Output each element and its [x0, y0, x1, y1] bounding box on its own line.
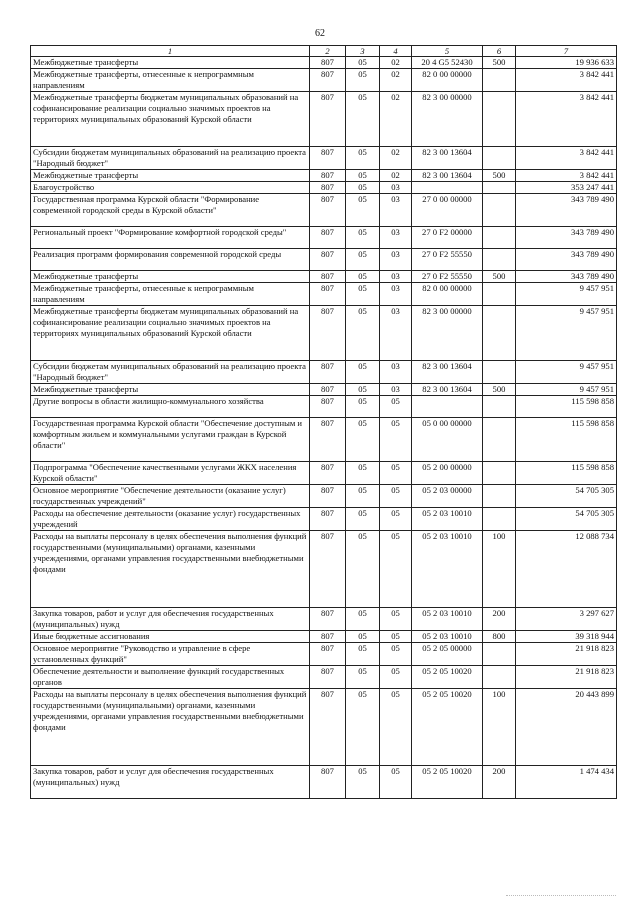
cell-expense [483, 666, 516, 689]
cell-name: Основное мероприятие "Руководство и управление в сфере установленных функций" [31, 643, 310, 666]
cell-subsection: 05 [380, 666, 412, 689]
cell-amount: 343 789 490 [516, 271, 617, 283]
cell-target [412, 396, 483, 418]
cell-amount: 353 247 441 [516, 182, 617, 194]
cell-section: 05 [346, 666, 380, 689]
cell-expense [483, 249, 516, 271]
cell-target: 05 2 03 10010 [412, 608, 483, 631]
cell-target: 27 0 F2 55550 [412, 271, 483, 283]
cell-ministry: 807 [310, 283, 346, 306]
cell-amount: 21 918 823 [516, 643, 617, 666]
cell-expense: 500 [483, 271, 516, 283]
cell-ministry: 807 [310, 227, 346, 249]
cell-section: 05 [346, 182, 380, 194]
cell-amount: 343 789 490 [516, 194, 617, 227]
cell-section: 05 [346, 57, 380, 69]
cell-name: Закупка товаров, работ и услуг для обеспечения государственных (муниципальных) нужд [31, 608, 310, 631]
cell-expense [483, 508, 516, 531]
cell-name: Другие вопросы в области жилищно-коммунального хозяйства [31, 396, 310, 418]
cell-section: 05 [346, 689, 380, 766]
page-footer-line [506, 895, 616, 897]
cell-expense [483, 194, 516, 227]
header-cell: 4 [380, 46, 412, 57]
cell-expense [483, 396, 516, 418]
cell-target: 82 3 00 13604 [412, 170, 483, 182]
cell-ministry: 807 [310, 643, 346, 666]
cell-target: 82 3 00 13604 [412, 147, 483, 170]
table-row [31, 643, 617, 666]
cell-subsection: 05 [380, 689, 412, 766]
table-row [31, 92, 617, 147]
cell-expense: 800 [483, 631, 516, 643]
page-number: 62 [315, 28, 325, 39]
cell-ministry: 807 [310, 249, 346, 271]
cell-subsection: 05 [380, 643, 412, 666]
cell-target [412, 182, 483, 194]
cell-ministry: 807 [310, 631, 346, 643]
cell-amount: 20 443 899 [516, 689, 617, 766]
cell-expense [483, 306, 516, 361]
cell-ministry: 807 [310, 766, 346, 799]
table-row [31, 306, 617, 361]
cell-target: 82 0 00 00000 [412, 69, 483, 92]
cell-ministry: 807 [310, 396, 346, 418]
cell-name: Межбюджетные трансферты [31, 170, 310, 182]
cell-amount: 39 318 944 [516, 631, 617, 643]
header-cell: 3 [346, 46, 380, 57]
cell-section: 05 [346, 643, 380, 666]
cell-amount: 19 936 633 [516, 57, 617, 69]
cell-expense [483, 147, 516, 170]
cell-amount: 9 457 951 [516, 384, 617, 396]
cell-expense [483, 418, 516, 462]
cell-ministry: 807 [310, 608, 346, 631]
cell-section: 05 [346, 418, 380, 462]
cell-section: 05 [346, 361, 380, 384]
cell-subsection: 02 [380, 92, 412, 147]
table-row [31, 508, 617, 531]
cell-amount: 3 842 441 [516, 69, 617, 92]
cell-target: 82 0 00 00000 [412, 283, 483, 306]
cell-ministry: 807 [310, 271, 346, 283]
cell-subsection: 03 [380, 283, 412, 306]
table-row [31, 485, 617, 508]
header-cell: 5 [412, 46, 483, 57]
cell-subsection: 05 [380, 608, 412, 631]
cell-subsection: 03 [380, 182, 412, 194]
cell-target: 82 3 00 13604 [412, 384, 483, 396]
table-row [31, 147, 617, 170]
cell-ministry: 807 [310, 170, 346, 182]
cell-ministry: 807 [310, 92, 346, 147]
cell-amount: 54 705 305 [516, 485, 617, 508]
cell-subsection: 05 [380, 396, 412, 418]
cell-target: 05 2 05 10020 [412, 689, 483, 766]
cell-section: 05 [346, 631, 380, 643]
cell-name: Обеспечение деятельности и выполнение функций государственных органов [31, 666, 310, 689]
header-cell: 2 [310, 46, 346, 57]
cell-subsection: 03 [380, 249, 412, 271]
cell-expense [483, 69, 516, 92]
cell-target: 05 2 03 10010 [412, 631, 483, 643]
cell-section: 05 [346, 766, 380, 799]
table-row [31, 418, 617, 462]
cell-subsection: 03 [380, 306, 412, 361]
cell-expense: 100 [483, 689, 516, 766]
cell-subsection: 03 [380, 384, 412, 396]
cell-name: Иные бюджетные ассигнования [31, 631, 310, 643]
cell-expense [483, 485, 516, 508]
table-row [31, 283, 617, 306]
cell-name: Межбюджетные трансферты, отнесенные к непрограммным направлениям [31, 69, 310, 92]
cell-name: Расходы на выплаты персоналу в целях обеспечения выполнения функций государственными (муниципальными) органами, казенными учреждениями, органами управления государственными внебюджетными фондами [31, 689, 310, 766]
table-row [31, 57, 617, 69]
cell-target: 05 2 03 10010 [412, 531, 483, 608]
cell-section: 05 [346, 384, 380, 396]
cell-amount: 3 842 441 [516, 170, 617, 182]
cell-name: Реализация программ формирования современной городской среды [31, 249, 310, 271]
cell-section: 05 [346, 227, 380, 249]
table-row [31, 666, 617, 689]
cell-name: Субсидии бюджетам муниципальных образований на реализацию проекта "Народный бюджет" [31, 147, 310, 170]
cell-name: Государственная программа Курской области "Формирование современной городской среды в Курской области" [31, 194, 310, 227]
cell-ministry: 807 [310, 194, 346, 227]
cell-subsection: 03 [380, 227, 412, 249]
table-row [31, 361, 617, 384]
cell-amount: 3 297 627 [516, 608, 617, 631]
cell-name: Межбюджетные трансферты [31, 384, 310, 396]
cell-expense [483, 361, 516, 384]
cell-amount: 3 842 441 [516, 92, 617, 147]
cell-ministry: 807 [310, 361, 346, 384]
cell-target: 05 2 05 10020 [412, 766, 483, 799]
cell-section: 05 [346, 170, 380, 182]
cell-section: 05 [346, 608, 380, 631]
cell-section: 05 [346, 249, 380, 271]
cell-subsection: 05 [380, 531, 412, 608]
cell-expense: 500 [483, 384, 516, 396]
cell-target: 82 3 00 13604 [412, 361, 483, 384]
table-row [31, 182, 617, 194]
cell-amount: 343 789 490 [516, 227, 617, 249]
cell-target: 82 3 00 00000 [412, 92, 483, 147]
cell-target: 05 2 05 10020 [412, 666, 483, 689]
cell-subsection: 05 [380, 508, 412, 531]
cell-target: 05 0 00 00000 [412, 418, 483, 462]
cell-amount: 21 918 823 [516, 666, 617, 689]
cell-target: 27 0 F2 00000 [412, 227, 483, 249]
cell-name: Основное мероприятие "Обеспечение деятельности (оказание услуг) государственных учреждений" [31, 485, 310, 508]
cell-name: Межбюджетные трансферты, отнесенные к непрограммным направлениям [31, 283, 310, 306]
cell-name: Межбюджетные трансферты [31, 57, 310, 69]
cell-amount: 54 705 305 [516, 508, 617, 531]
cell-ministry: 807 [310, 666, 346, 689]
cell-name: Межбюджетные трансферты бюджетам муниципальных образований на софинансирование реализации социально значимых проектов на территориях муниципальных образований Курской области [31, 92, 310, 147]
cell-expense [483, 643, 516, 666]
cell-expense [483, 462, 516, 485]
table-row [31, 249, 617, 271]
cell-section: 05 [346, 462, 380, 485]
cell-target: 20 4 G5 52430 [412, 57, 483, 69]
table-row [31, 271, 617, 283]
table-body [31, 57, 617, 799]
cell-amount: 115 598 858 [516, 396, 617, 418]
cell-section: 05 [346, 69, 380, 92]
cell-expense [483, 182, 516, 194]
cell-name: Расходы на выплаты персоналу в целях обеспечения выполнения функций государственными (муниципальными) органами, казенными учреждениями, органами управления государственными внебюджетными фондами [31, 531, 310, 608]
cell-target: 27 0 00 00000 [412, 194, 483, 227]
table-row [31, 194, 617, 227]
cell-subsection: 05 [380, 462, 412, 485]
cell-expense [483, 227, 516, 249]
cell-section: 05 [346, 283, 380, 306]
cell-section: 05 [346, 271, 380, 283]
table-row [31, 631, 617, 643]
cell-ministry: 807 [310, 418, 346, 462]
cell-ministry: 807 [310, 306, 346, 361]
cell-subsection: 05 [380, 485, 412, 508]
cell-section: 05 [346, 531, 380, 608]
cell-section: 05 [346, 147, 380, 170]
cell-expense: 500 [483, 57, 516, 69]
header-row [31, 46, 617, 57]
cell-subsection: 05 [380, 766, 412, 799]
table-row [31, 531, 617, 608]
cell-name: Субсидии бюджетам муниципальных образований на реализацию проекта "Народный бюджет" [31, 361, 310, 384]
cell-amount: 12 088 734 [516, 531, 617, 608]
cell-amount: 1 474 434 [516, 766, 617, 799]
cell-ministry: 807 [310, 485, 346, 508]
cell-section: 05 [346, 92, 380, 147]
cell-expense: 200 [483, 766, 516, 799]
cell-ministry: 807 [310, 462, 346, 485]
cell-amount: 9 457 951 [516, 283, 617, 306]
cell-target: 05 2 03 00000 [412, 485, 483, 508]
cell-subsection: 03 [380, 194, 412, 227]
cell-subsection: 02 [380, 147, 412, 170]
cell-section: 05 [346, 396, 380, 418]
cell-target: 27 0 F2 55550 [412, 249, 483, 271]
cell-amount: 9 457 951 [516, 306, 617, 361]
cell-ministry: 807 [310, 384, 346, 396]
cell-name: Межбюджетные трансферты бюджетам муниципальных образований на софинансирование реализации социально значимых проектов на территориях муниципальных образований Курской области [31, 306, 310, 361]
table-row [31, 689, 617, 766]
cell-name: Благоустройство [31, 182, 310, 194]
cell-expense [483, 283, 516, 306]
header-cell: 1 [31, 46, 310, 57]
table-row [31, 170, 617, 182]
cell-subsection: 03 [380, 361, 412, 384]
cell-amount: 9 457 951 [516, 361, 617, 384]
cell-subsection: 03 [380, 271, 412, 283]
cell-ministry: 807 [310, 508, 346, 531]
cell-expense: 500 [483, 170, 516, 182]
budget-table [30, 45, 617, 799]
header-cell: 6 [483, 46, 516, 57]
cell-name: Закупка товаров, работ и услуг для обеспечения государственных (муниципальных) нужд [31, 766, 310, 799]
cell-subsection: 05 [380, 631, 412, 643]
cell-target: 05 2 05 00000 [412, 643, 483, 666]
cell-ministry: 807 [310, 69, 346, 92]
cell-section: 05 [346, 508, 380, 531]
cell-ministry: 807 [310, 689, 346, 766]
cell-name: Государственная программа Курской области "Обеспечение доступным и комфортным жильем и коммунальными услугами граждан в Курской области" [31, 418, 310, 462]
cell-subsection: 02 [380, 69, 412, 92]
table-row [31, 608, 617, 631]
cell-amount: 343 789 490 [516, 249, 617, 271]
cell-expense: 100 [483, 531, 516, 608]
cell-target: 05 2 00 00000 [412, 462, 483, 485]
cell-amount: 115 598 858 [516, 462, 617, 485]
cell-amount: 3 842 441 [516, 147, 617, 170]
cell-amount: 115 598 858 [516, 418, 617, 462]
cell-name: Расходы на обеспечение деятельности (оказание услуг) государственных учреждений [31, 508, 310, 531]
cell-target: 82 3 00 00000 [412, 306, 483, 361]
table-row [31, 384, 617, 396]
cell-subsection: 02 [380, 170, 412, 182]
table-row [31, 227, 617, 249]
cell-section: 05 [346, 194, 380, 227]
cell-name: Межбюджетные трансферты [31, 271, 310, 283]
cell-section: 05 [346, 485, 380, 508]
table-row [31, 396, 617, 418]
cell-target: 05 2 03 10010 [412, 508, 483, 531]
cell-ministry: 807 [310, 531, 346, 608]
table-row [31, 766, 617, 799]
cell-subsection: 02 [380, 57, 412, 69]
cell-section: 05 [346, 306, 380, 361]
cell-ministry: 807 [310, 147, 346, 170]
cell-subsection: 05 [380, 418, 412, 462]
cell-name: Подпрограмма "Обеспечение качественными услугами ЖКХ населения Курской области" [31, 462, 310, 485]
table-row [31, 462, 617, 485]
cell-ministry: 807 [310, 57, 346, 69]
table-row [31, 69, 617, 92]
cell-ministry: 807 [310, 182, 346, 194]
cell-expense: 200 [483, 608, 516, 631]
cell-expense [483, 92, 516, 147]
header-cell: 7 [516, 46, 617, 57]
cell-name: Региональный проект "Формирование комфортной городской среды" [31, 227, 310, 249]
